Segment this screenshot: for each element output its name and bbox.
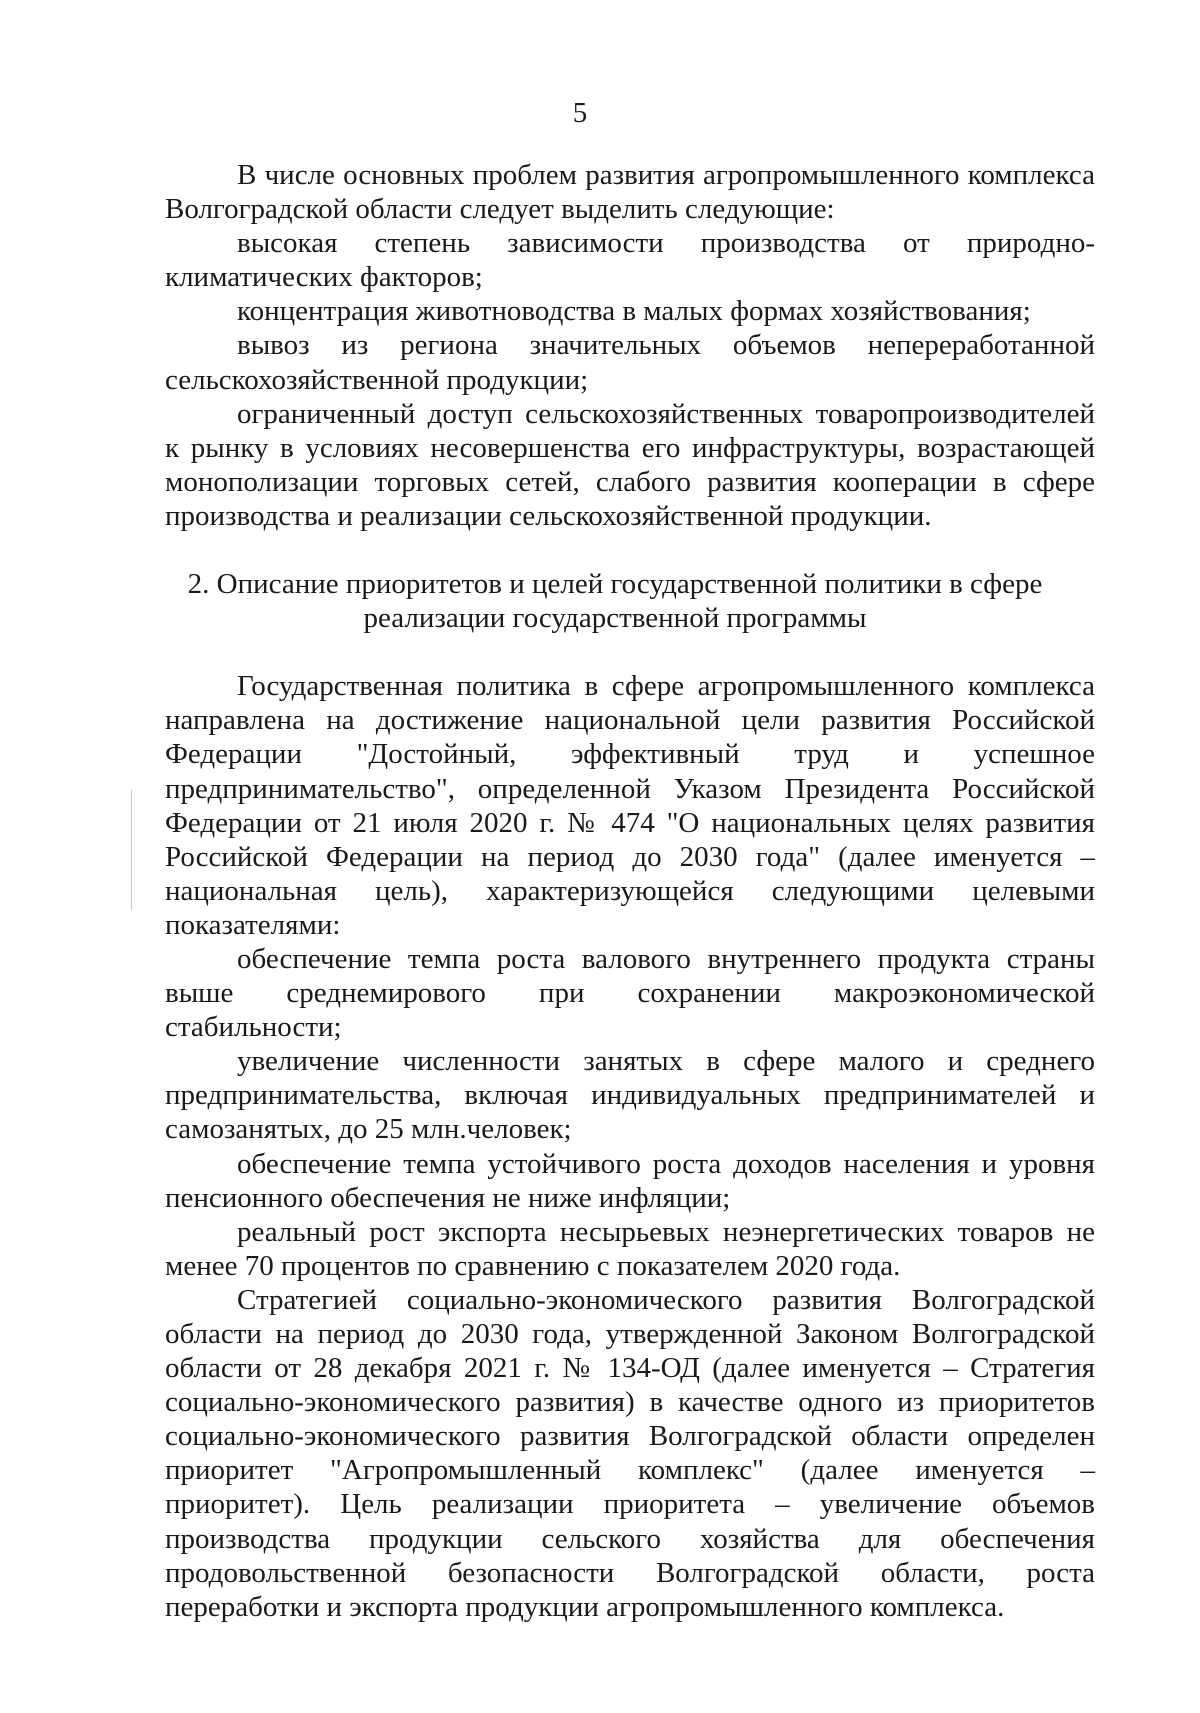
paragraph-indicator-employment: увеличение численности занятых в сфере малого и среднего предпринимательства, включая индивидуальных предпринимателей и самозанятых, до 25 млн.человек; — [165, 1045, 1095, 1146]
paragraph-problems-intro: В числе основных проблем развития агропромышленного комплекса Волгоградской области следует выделить следующие: — [165, 159, 1095, 226]
paragraph-state-policy: Государственная политика в сфере агропромышленного комплекса направлена на достижение национальной цели развития Российской Федерации "Достойный, эффективный труд и успешное предпринимательство", определенной Указом Президента Российской Федерации от 21 июля 2020 г. № 474 "О национальных целях развития Российской Федерации на период до 2030 года" (далее именуется – национальная цель), характеризующейся следующими целевыми показателями: — [165, 670, 1095, 941]
paragraph-strategy: Стратегией социально-экономического развития Волгоградской области на период до 2030 года, утвержденной Законом Волгоградской области от 28 декабря 2021 г. № 134-ОД (далее именуется – Стратегия социально-экономического развития) в качестве одного из приоритетов социально-экономического развития Волгоградской области определен приоритет "Агропромышленный комплекс" (далее именуется – приоритет). Цель реализации приоритета – увеличение объемов производства продукции сельского хозяйства для обеспечения продовольственной безопасности Волгоградской области, роста переработки и экспорта продукции агропромышленного комплекса. — [165, 1283, 1095, 1623]
paragraph-indicator-income: обеспечение темпа устойчивого роста доходов населения и уровня пенсионного обеспечения не ниже инфляции; — [165, 1147, 1095, 1214]
section-heading-line-2: реализации государственной программы — [363, 602, 867, 635]
paragraph-problem-livestock: концентрация животноводства в малых формах хозяйствования; — [237, 295, 1031, 328]
paragraph-problem-market-access: ограниченный доступ сельскохозяйственных товаропроизводителей к рынку в условиях несовершенства его инфраструктуры, возрастающей монополизации торговых сетей, слабого развития кооперации в сфере производства и реализации сельскохозяйственной продукции. — [165, 397, 1095, 532]
paragraph-problem-export-raw: вывоз из региона значительных объемов непереработанной сельскохозяйственной продукции; — [165, 329, 1095, 396]
section-heading-line-1: 2. Описание приоритетов и целей государственной политики в сфере — [187, 568, 1043, 601]
scan-margin-mark — [131, 790, 132, 910]
paragraph-indicator-export: реальный рост экспорта несырьевых неэнергетических товаров не менее 70 процентов по сравнению с показателем 2020 года. — [165, 1215, 1095, 1282]
paragraph-indicator-gdp: обеспечение темпа роста валового внутреннего продукта страны выше среднемирового при сохранении макроэкономической стабильности; — [165, 942, 1095, 1044]
page-number: 5 — [572, 97, 588, 129]
document-body — [165, 158, 1095, 1624]
section-heading — [165, 567, 1095, 635]
paragraph-problem-climate: высокая степень зависимости производства от природно-климатических факторов; — [165, 227, 1095, 294]
